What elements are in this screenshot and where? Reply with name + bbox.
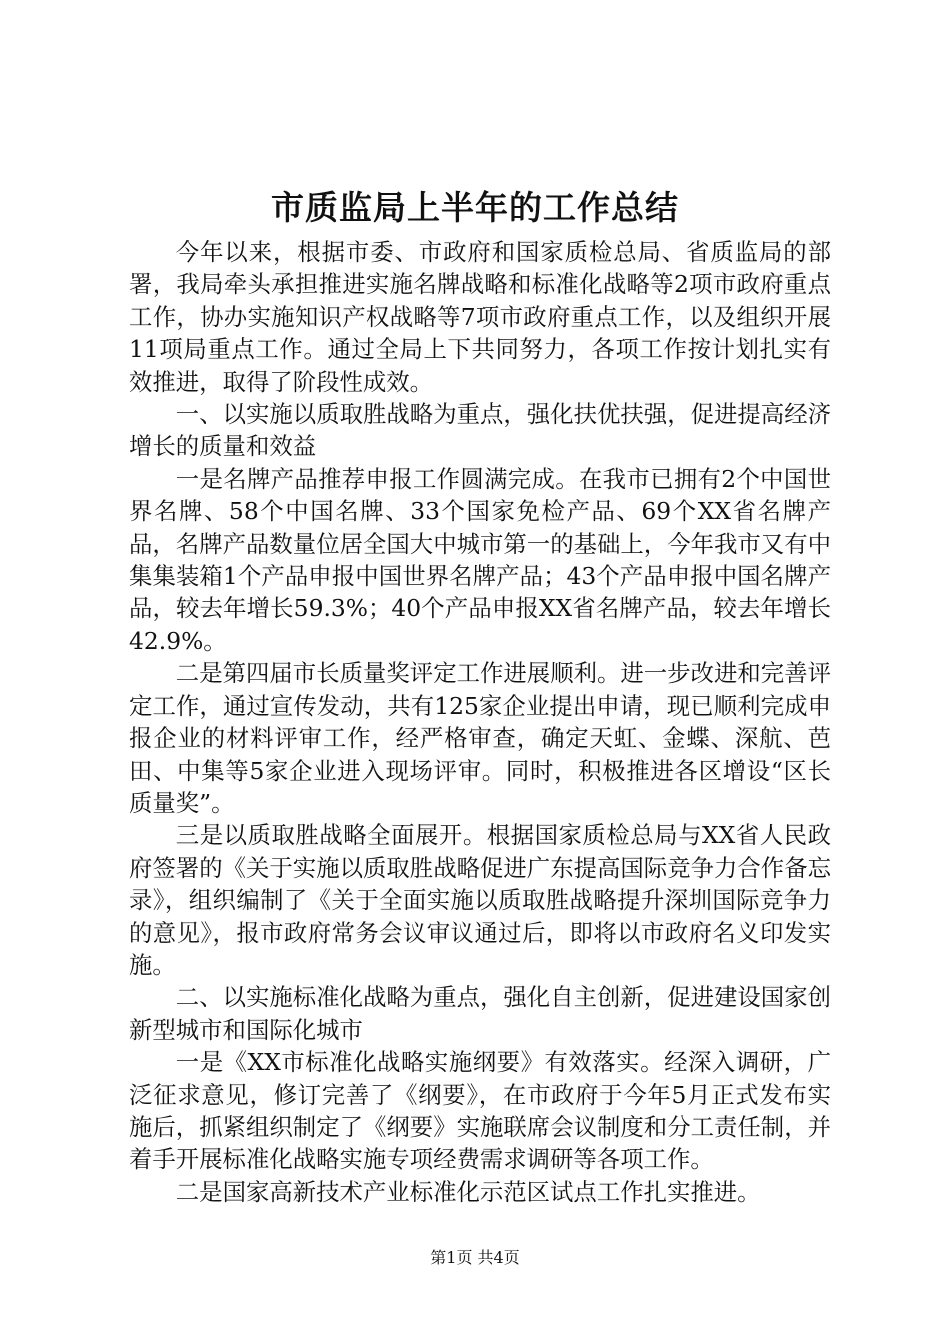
paragraph-quality-strategy: 三是以质取胜战略全面展开。根据国家质检总局与XX省人民政府签署的《关于实施以质取胜战略促进广东提高国际竞争力合作备忘录》，组织编制了《关于全面实施以质取胜战略提升深圳国际竞争力的意见》，报市政府常务会议审议通过后，即将以市政府名义印发实施。	[129, 821, 831, 979]
document-title: 市质监局上半年的工作总结	[271, 188, 679, 227]
document-body	[129, 236, 831, 1208]
section-heading-2: 二、以实施标准化战略为重点，强化自主创新，促进建设国家创新型城市和国际化城市	[129, 983, 831, 1044]
paragraph-mayor-quality-award: 二是第四届市长质量奖评定工作进展顺利。进一步改进和完善评定工作，通过宣传发动，共有125家企业提出申请，现已顺利完成申报企业的材料评审工作，经严格审查，确定天虹、金蝶、深航、芭田、中集等5家企业进入现场评审。同时，积极推进各区增设“区长质量奖”。	[129, 659, 831, 817]
paragraph-brand-products: 一是名牌产品推荐申报工作圆满完成。在我市已拥有2个中国世界名牌、58个中国名牌、33个国家免检产品、69个XX省名牌产品，名牌产品数量位居全国大中城市第一的基础上，今年我市又有中集集装箱1个产品申报中国世界名牌产品；43个产品申报中国名牌产品，较去年增长59.3%；40个产品申报XX省名牌产品，较去年增长42.9%。	[129, 464, 831, 655]
paragraph-intro: 今年以来，根据市委、市政府和国家质检总局、省质监局的部署，我局牵头承担推进实施名牌战略和标准化战略等2项市政府重点工作，协办实施知识产权战略等7项市政府重点工作，以及组织开展11项局重点工作。通过全局上下共同努力，各项工作按计划扎实有效推进，取得了阶段性成效。	[129, 238, 831, 396]
paragraph-standardization-outline: 一是《XX市标准化战略实施纲要》有效落实。经深入调研，广泛征求意见，修订完善了《纲要》，在市政府于今年5月正式发布实施后，抓紧组织制定了《纲要》实施联席会议制度和分工责任制，并着手开展标准化战略实施专项经费需求调研等各项工作。	[129, 1048, 831, 1174]
paragraph-hightech-pilot: 二是国家高新技术产业标准化示范区试点工作扎实推进。	[175, 1177, 761, 1206]
page-number: 第1页 共4页	[430, 1248, 520, 1267]
section-heading-1: 一、以实施以质取胜战略为重点，强化扶优扶强，促进提高经济增长的质量和效益	[129, 400, 831, 461]
